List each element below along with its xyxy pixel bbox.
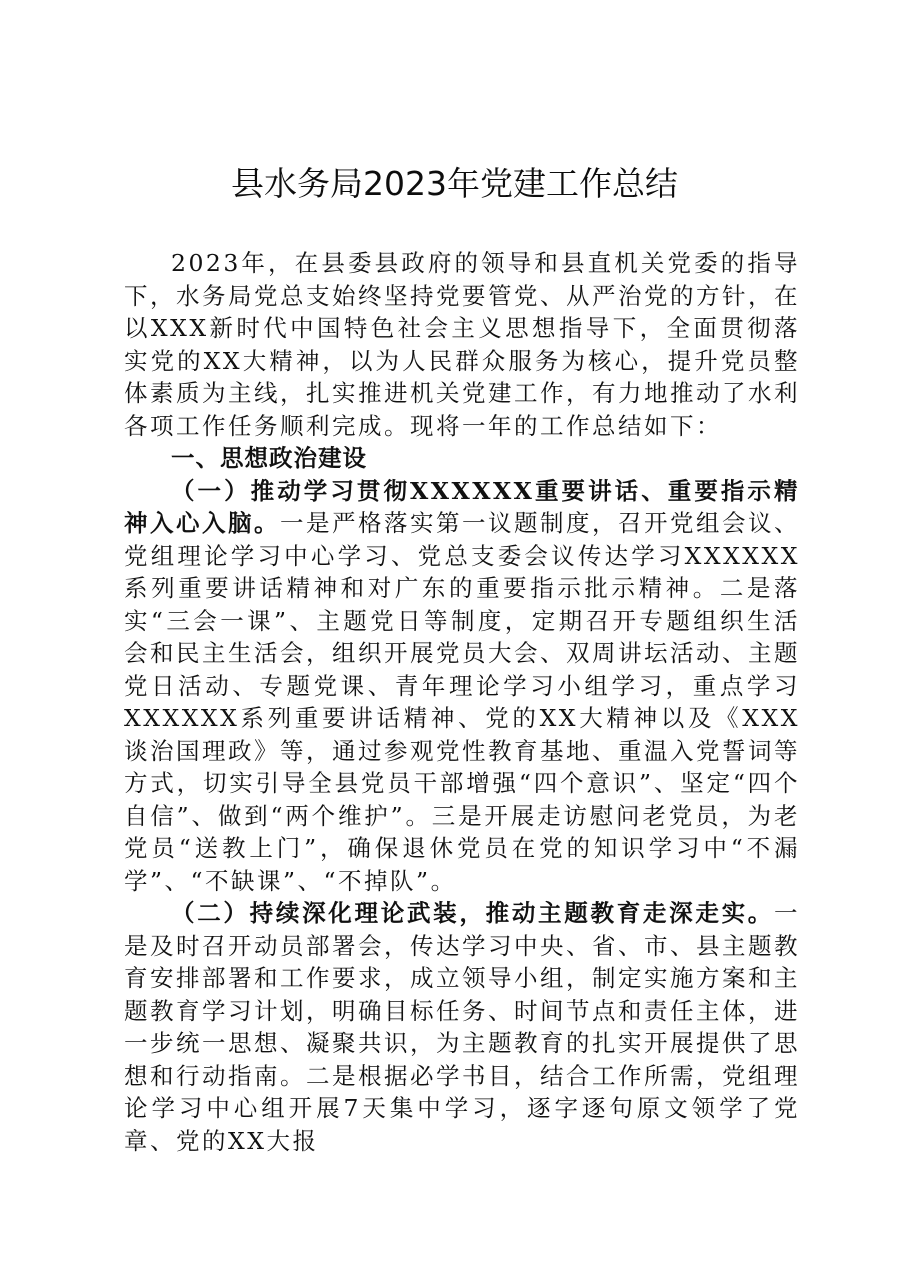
document-title: 县水务局2023年党建工作总结 xyxy=(231,164,678,203)
item-paragraph-2 xyxy=(124,897,800,1157)
item-paragraph-1 xyxy=(124,475,800,898)
document-body xyxy=(124,247,800,1157)
intro-paragraph: 2023年，在县委县政府的领导和县直机关党委的指导下，水务局党总支始终坚持党要管党、从严治党的方针，在以XXX新时代中国特色社会主义思想指导下，全面贯彻落实党的XX大精神，以为人民群众服务为核心，提升党员整体素质为主线，扎实推进机关党建工作，有力地推动了水利各项工作任务顺利完成。现将一年的工作总结如下： xyxy=(124,249,800,440)
item-lead-2: （二）持续深化理论武装，推动主题教育走深走实。 xyxy=(171,899,774,927)
item-text-1: 一是严格落实第一议题制度，召开党组会议、党组理论学习中心学习、党总支委会议传达学习XXXXXX系列重要讲话精神和对广东的重要指示批示精神。二是落实“三会一课”、主题党日等制度，定期召开专题组织生活会和民主生活会，组织开展党员大会、双周讲坛活动、主题党日活动、专题党课、青年理论学习小组学习，重点学习XXXXXX系列重要讲话精神、党的XX大精神以及《XXX谈治国理政》等，通过参观党性教育基地、重温入党誓词等方式，切实引导全县党员干部增强“四个意识”、坚定“四个自信”、做到“两个维护”。三是开展走访慰问老党员，为老党员“送教上门”，确保退休党员在党的知识学习中“不漏学”、“不缺课”、“不掉队”。 xyxy=(124,509,800,895)
item-text-2: 一是及时召开动员部署会，传达学习中央、省、市、县主题教育安排部署和工作要求，成立领导小组，制定实施方案和主题教育学习计划，明确目标任务、时间节点和责任主体，进一步统一思想、凝聚共识，为主题教育的扎实开展提供了思想和行动指南。二是根据必学书目，结合工作所需，党组理论学习中心组开展7天集中学习，逐字逐句原文领学了党章、党的XX大报 xyxy=(124,899,800,1155)
section-heading: 一、思想政治建设 xyxy=(171,444,367,472)
item-lead-1: （一）推动学习贯彻XXXXXX重要讲话、重要指示精神入心入脑。 xyxy=(124,476,800,537)
